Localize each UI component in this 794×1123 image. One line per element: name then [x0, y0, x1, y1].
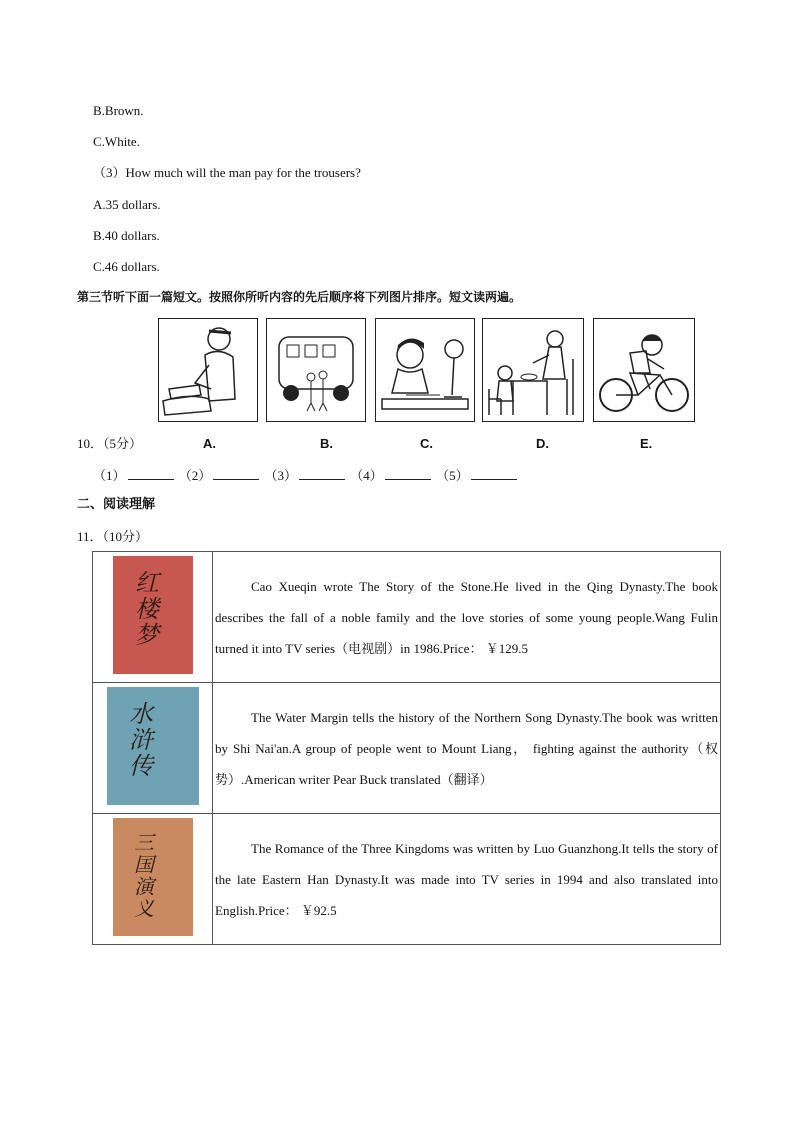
blank-label-4: （4） [350, 468, 383, 483]
picture-label-e: E. [640, 436, 653, 451]
q3-option-a: A.35 dollars. [93, 197, 161, 212]
book-description: The Water Margin tells the history of the Northern Song Dynasty.The book was written by Shi Nai'an.A group of people went to Mount Liang， fighting against the authority（权势）.American writer Pear Buck translated（翻译） [213, 683, 721, 814]
q10-blanks [93, 467, 519, 484]
picture-label-c: C. [420, 436, 433, 451]
blank-label-2: （2） [178, 468, 212, 483]
picture-label-a: A. [203, 436, 216, 451]
boy-studying-icon [375, 318, 475, 422]
picture-row [158, 318, 698, 422]
book-description: The Romance of the Three Kingdoms was written by Luo Guanzhong.It tells the story of the late Eastern Han Dynasty.It was made into TV series in 1994 and also translated into English.Price： ￥92.5 [213, 814, 721, 945]
picture-label-b: B. [320, 436, 333, 451]
book-table [92, 551, 721, 945]
cover-title: 三国演义 [130, 831, 155, 920]
blank-label-1: （1） [93, 468, 126, 483]
section3-instruction: 第三节听下面一篇短文。按照你所听内容的先后顺序将下列图片排序。短文读两遍。 [77, 290, 522, 304]
book-cover-sanguoyanyi [113, 818, 193, 936]
book-cover-hongloumeng [113, 556, 193, 674]
picture-label-d: D. [536, 436, 549, 451]
boy-cycling-icon [593, 318, 695, 422]
bus-children-icon [266, 318, 366, 422]
cover-title: 红楼梦 [130, 569, 159, 648]
q11-header: 11．（10分） [77, 529, 149, 544]
q2-option-c: C.White. [93, 134, 140, 149]
table-row [93, 683, 721, 814]
answer-blank-4[interactable] [385, 467, 431, 480]
book-cover-shuihuzhuan [107, 687, 199, 805]
q3-option-c: C.46 dollars. [93, 259, 160, 274]
q10-header: 10．（5分） [77, 436, 143, 451]
blank-label-3: （3） [264, 468, 298, 483]
q3-question: （3）How much will the man pay for the trousers? [93, 165, 361, 180]
answer-blank-5[interactable] [471, 467, 517, 480]
answer-blank-1[interactable] [128, 467, 174, 480]
book-description: Cao Xueqin wrote The Story of the Stone.He lived in the Qing Dynasty.The book describes the fall of a noble family and the love stories of some young people.Wang Fulin turned it into TV series（电视剧）in 1986.Price： ￥129.5 [213, 552, 721, 683]
blank-label-5: （5） [436, 468, 469, 483]
table-row [93, 552, 721, 683]
cover-title: 水浒传 [124, 700, 153, 779]
family-dinner-icon [482, 318, 584, 422]
answer-blank-2[interactable] [213, 467, 259, 480]
q2-option-b: B.Brown. [93, 103, 144, 118]
table-row [93, 814, 721, 945]
answer-blank-3[interactable] [299, 467, 345, 480]
part2-title: 二、阅读理解 [77, 497, 156, 512]
doctor-patient-icon [158, 318, 258, 422]
q3-option-b: B.40 dollars. [93, 228, 160, 243]
